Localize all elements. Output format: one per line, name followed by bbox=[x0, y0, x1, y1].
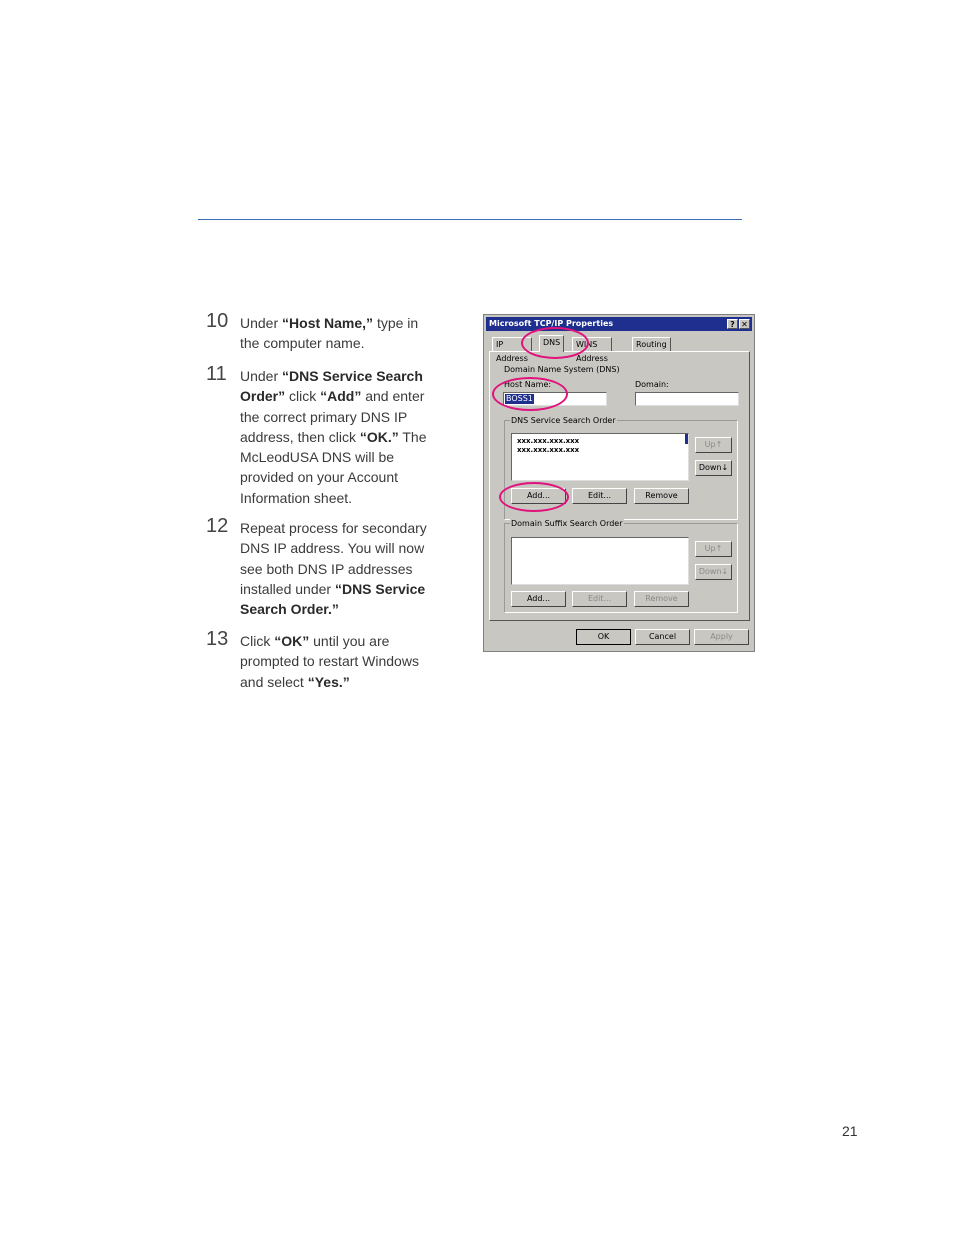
dns-remove-button[interactable]: Remove bbox=[634, 488, 689, 504]
step-text-run: Under bbox=[240, 368, 283, 384]
tcpip-properties-screenshot bbox=[483, 314, 755, 652]
suffix-add-button[interactable]: Add... bbox=[511, 591, 566, 607]
step-text-run: Under bbox=[240, 315, 283, 331]
dns-edit-button[interactable]: Edit... bbox=[572, 488, 627, 504]
step-emphasis: “DNS Service Search Order.” bbox=[240, 580, 426, 618]
step-text-run: until you are prompted to restart Windows and select bbox=[240, 633, 419, 690]
suffix-down-button[interactable]: Down↓ bbox=[695, 564, 732, 580]
step-text-run: Click bbox=[240, 633, 275, 649]
cancel-button[interactable]: Cancel bbox=[635, 629, 690, 645]
dns-group-label: Domain Name System (DNS) bbox=[504, 365, 620, 374]
dialog-titlebar bbox=[486, 317, 752, 331]
page-number: 21 bbox=[842, 1123, 858, 1139]
step-text bbox=[240, 313, 440, 354]
ok-button[interactable]: OK bbox=[576, 629, 631, 645]
suffix-order-list[interactable] bbox=[511, 537, 689, 585]
suffix-remove-button[interactable]: Remove bbox=[634, 591, 689, 607]
step-text-run: Repeat process for secondary DNS IP address. You will now see both DNS IP addresses installed under bbox=[240, 520, 427, 597]
dns-order-label: DNS Service Search Order bbox=[511, 416, 616, 425]
tab-ip-address[interactable]: IP Address bbox=[492, 337, 532, 352]
list-scroll-indicator bbox=[685, 434, 688, 444]
suffix-up-button[interactable]: Up↑ bbox=[695, 541, 732, 557]
tab-routing[interactable]: Routing bbox=[632, 337, 671, 352]
step-emphasis: “Host Name,” bbox=[282, 315, 374, 331]
help-button[interactable]: ? bbox=[727, 319, 738, 329]
step-number: 12 bbox=[206, 515, 229, 537]
suffix-edit-button[interactable]: Edit... bbox=[572, 591, 627, 607]
step-emphasis: “Yes.” bbox=[307, 673, 350, 690]
host-name-value: BOSS1 bbox=[506, 394, 533, 403]
header-rule bbox=[198, 219, 742, 220]
dns-down-button[interactable]: Down↓ bbox=[695, 460, 732, 476]
highlight-circle-host-name bbox=[492, 377, 568, 411]
dns-entry[interactable]: xxx.xxx.xxx.xxx bbox=[517, 437, 580, 445]
tab-wins-address[interactable]: WINS Address bbox=[572, 337, 612, 352]
dns-add-button[interactable]: Add... bbox=[511, 488, 566, 504]
step-emphasis: “OK” bbox=[274, 633, 310, 649]
step-text-run: The McLeodUSA DNS will be provided on your Account Information sheet. bbox=[240, 428, 427, 506]
step-text-run: click bbox=[285, 388, 321, 405]
highlight-circle-add-button bbox=[499, 482, 569, 512]
step-number: 11 bbox=[206, 363, 227, 385]
step-emphasis: “DNS Service Search Order” bbox=[240, 368, 423, 405]
step-emphasis: “OK.” bbox=[359, 428, 399, 445]
suffix-order-label: Domain Suffix Search Order bbox=[511, 519, 623, 528]
domain-label: Domain: bbox=[635, 380, 669, 389]
dialog-title: Microsoft TCP/IP Properties bbox=[489, 319, 614, 328]
domain-input[interactable] bbox=[635, 392, 739, 406]
step-text bbox=[240, 518, 440, 619]
step-text-run: and enter the correct primary DNS IP address, then click bbox=[240, 388, 425, 445]
step-text bbox=[240, 631, 440, 692]
close-icon[interactable]: ✕ bbox=[739, 319, 750, 329]
dns-order-list[interactable] bbox=[511, 433, 689, 481]
step-emphasis: “Add” bbox=[320, 388, 362, 405]
dns-up-button[interactable]: Up↑ bbox=[695, 437, 732, 453]
apply-button[interactable]: Apply bbox=[694, 629, 749, 645]
tab-dns[interactable]: DNS bbox=[539, 335, 564, 352]
dns-entry[interactable]: xxx.xxx.xxx.xxx bbox=[517, 446, 580, 454]
step-text-run: type in the computer name. bbox=[240, 315, 419, 352]
host-name-label: Host Name: bbox=[504, 380, 552, 389]
step-text bbox=[240, 366, 440, 508]
step-number: 13 bbox=[206, 628, 229, 650]
step-number: 10 bbox=[206, 310, 229, 332]
